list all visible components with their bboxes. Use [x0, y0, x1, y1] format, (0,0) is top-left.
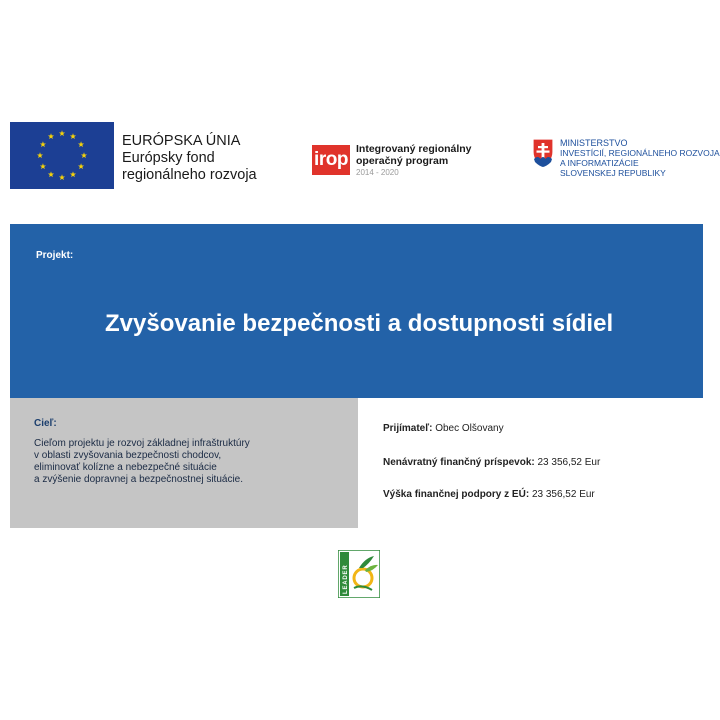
goal-line: eliminovať kolízne a nebezpečné situácie — [34, 462, 217, 473]
eu-support-label: Výška finančnej podpory z EÚ: — [383, 489, 530, 500]
irop-line2: operačný program — [356, 155, 449, 167]
eu-star-icon — [78, 141, 84, 147]
eu-star-icon — [81, 152, 87, 158]
eu-star-icon — [48, 171, 54, 177]
eu-stars-icon — [10, 122, 114, 189]
eu-support-row — [383, 489, 595, 500]
eu-star-icon — [37, 152, 43, 158]
eu-line2: Európsky fond — [122, 150, 215, 166]
eu-star-icon — [78, 163, 84, 169]
eu-star-icon — [48, 133, 54, 139]
eu-star-icon — [40, 141, 46, 147]
irop-line1: Integrovaný regionálny — [356, 143, 472, 155]
eu-line3: regionálneho rozvoja — [122, 167, 257, 183]
goal-text — [34, 438, 304, 486]
ministry-label — [560, 138, 720, 178]
goal-line: Cieľom projektu je rozvoj základnej infraštruktúry — [34, 438, 250, 449]
project-banner — [10, 224, 703, 398]
eu-line1: EURÓPSKA ÚNIA — [122, 133, 241, 149]
grant-value: 23 356,52 Eur — [537, 457, 601, 468]
project-label: Projekt: — [36, 250, 74, 261]
irop-label — [356, 143, 472, 179]
leader-wordmark: LEADER — [343, 564, 350, 594]
recipient-value: Obec Olšovany — [435, 423, 504, 434]
goal-label: Cieľ: — [34, 418, 57, 429]
eu-star-icon — [70, 171, 76, 177]
eu-support-value: 23 356,52 Eur — [531, 489, 595, 500]
ministry-line3: A INFORMATIZÁCIE — [560, 158, 639, 168]
goal-line: a zvýšenie dopravnej a bezpečnostnej situácie. — [34, 474, 244, 485]
eu-star-icon — [70, 133, 76, 139]
goal-section — [10, 398, 358, 528]
leader-logo — [338, 550, 380, 598]
eu-star-icon — [40, 163, 46, 169]
eu-flag-logo — [10, 122, 114, 189]
recipient-label: Prijímateľ: — [383, 423, 433, 434]
irop-years: 2014 - 2020 — [356, 168, 399, 177]
ministry-line1: MINISTERSTVO — [560, 138, 628, 148]
recipient-row — [383, 423, 504, 434]
grant-row — [383, 457, 600, 468]
ministry-line4: SLOVENSKEJ REPUBLIKY — [560, 168, 666, 178]
slovak-coat-of-arms-icon — [531, 138, 555, 168]
eu-star-icon — [59, 174, 65, 180]
eu-star-icon — [59, 130, 65, 136]
grant-label: Nenávratný finančný príspevok: — [383, 457, 535, 468]
irop-logo: irop — [312, 145, 350, 175]
goal-line: v oblasti zvyšovania bezpečnosti chodcov, — [34, 450, 222, 461]
project-title: Zvyšovanie bezpečnosti a dostupnosti sídiel — [105, 310, 614, 337]
ministry-line2: INVESTÍCIÍ, REGIONÁLNEHO ROZVOJA — [560, 148, 720, 158]
eu-fund-label — [122, 133, 257, 184]
